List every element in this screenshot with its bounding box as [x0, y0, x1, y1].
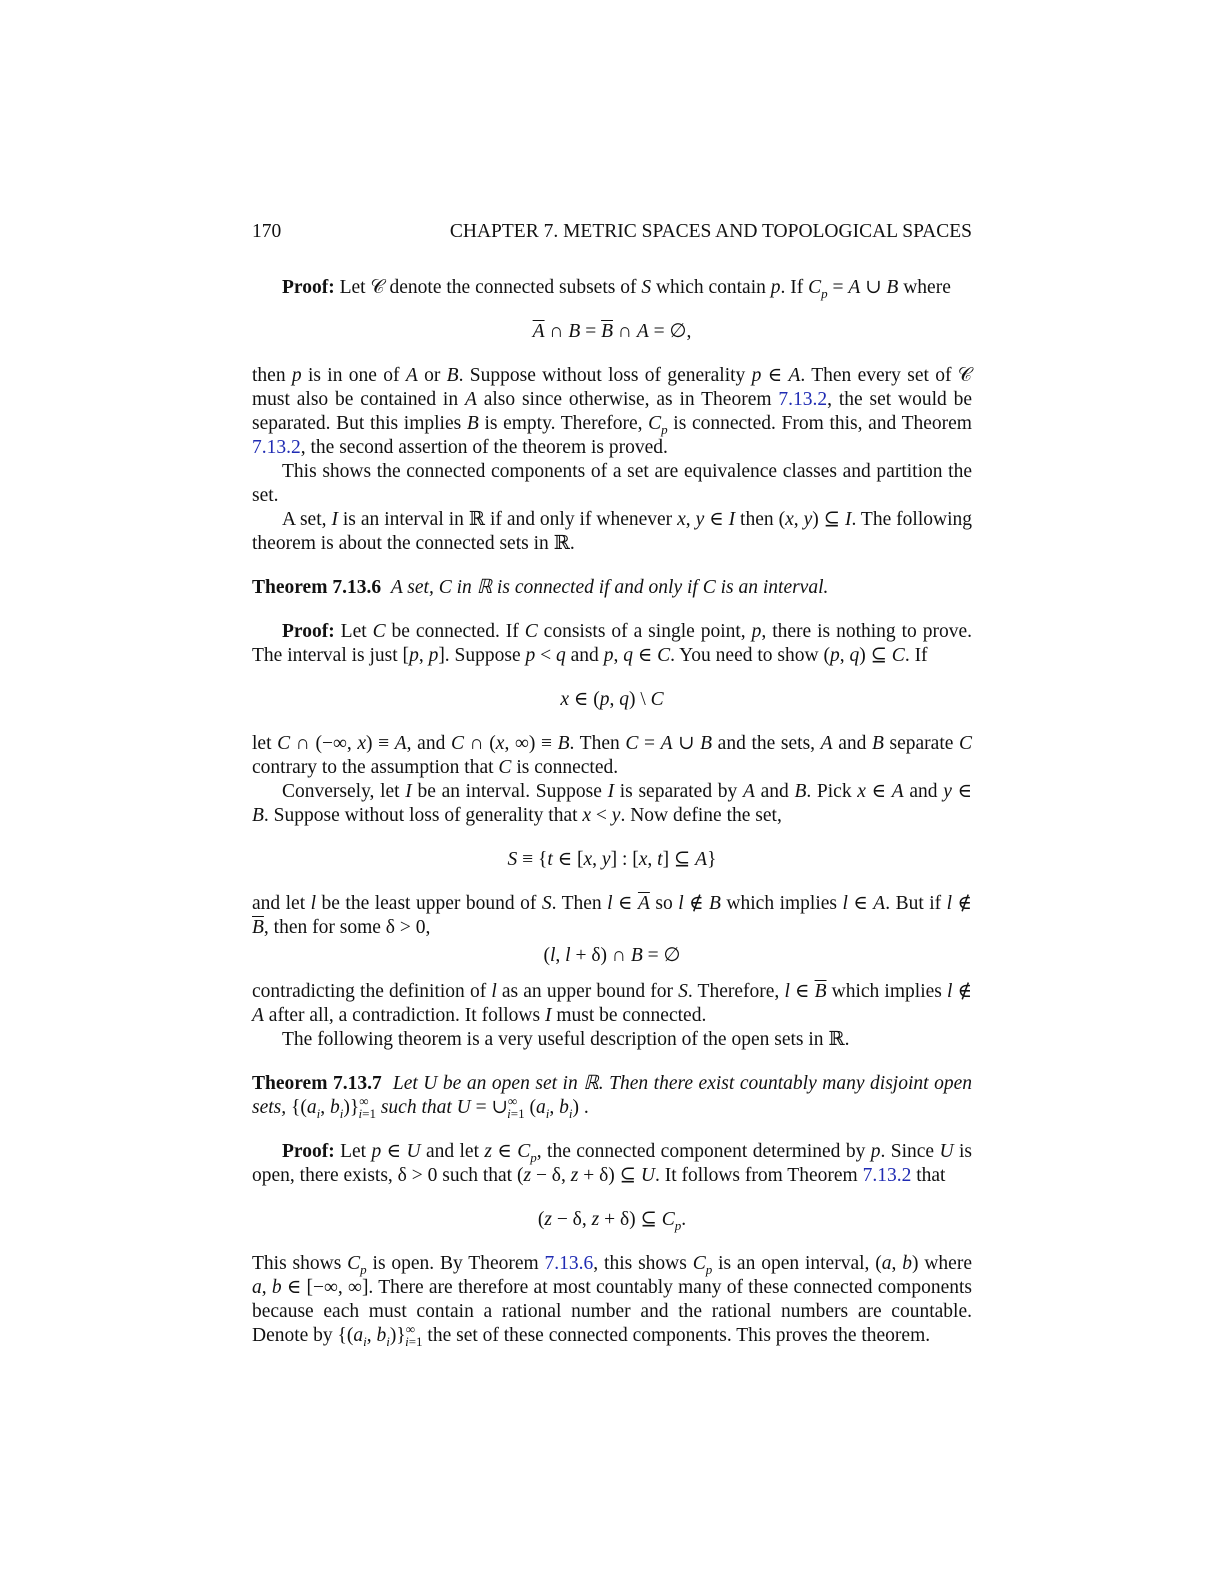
paragraph: and let l be the least upper bound of S. Then l ∈ $\overline{A}$ so l ∉ B which implies l ∈ A. But if l ∉ $\overline{B}$, then for some δ > 0,: [252, 893, 972, 938]
theorem-link[interactable]: 7.13.2: [778, 389, 828, 410]
paragraph: This shows the connected components of a set are equivalence classes and partition the set.: [252, 461, 972, 506]
theorem-link[interactable]: 7.13.2: [862, 1165, 912, 1186]
paragraph: Conversely, let I be an interval. Suppose I is separated by A and B. Pick x ∈ A and y ∈ B. Suppose without loss of generality that x < y. Now define the set,: [252, 781, 973, 826]
display-equation: (l, l + δ) ∩ B = ∅: [543, 945, 681, 966]
paragraph: let C ∩ (−∞, x) ≡ A, and C ∩ (x, ∞) ≡ B. Then C = A ∪ B and the sets, A and B separate C contrary to the assumption that C is connected.: [252, 733, 973, 778]
paragraph: A set, I is an interval in ℝ if and only if whenever x, y ∈ I then (x, y) ⊆ I. The following theorem is about the connected sets in ℝ.: [252, 509, 973, 554]
theorem-link[interactable]: 7.13.6: [544, 1253, 594, 1274]
chapter-title: CHAPTER 7. METRIC SPACES AND TOPOLOGICAL SPACES: [449, 221, 972, 242]
page-number: 170: [252, 221, 282, 242]
theorem-7-13-7: Theorem 7.13.7 Let U be an open set in ℝ. Then there exist countably many disjoint open sets, {($a_i$, $b_i)\}^\infty_{i=1}$ such that $U = \cup^\infty_{i=1}$ ($a_i$, $b_i$) .: [252, 1073, 972, 1121]
paragraph-proof-2: Proof: Let C be connected. If C consists of a single point, p, there is nothing to prove. The interval is just [p, p]. Suppose p < q and p, q ∈ C. You need to show (p, q) ⊆ C. If: [252, 621, 972, 666]
paragraph-proof-3: Proof: Let p ∈ U and let z ∈ $C_p$, the connected component determined by p. Since U is open, there exists, δ > 0 such that (z − δ, z + δ) ⊆ U. It follows from Theorem 7.13.2 that: [252, 1141, 972, 1186]
theorem-7-13-6: Theorem 7.13.6 A set, C in ℝ is connected if and only if C is an interval.: [252, 577, 829, 598]
display-equation: $\overline{A}$ ∩ $B = \overline{B}$ ∩ A = ∅,: [532, 321, 692, 342]
theorem-link[interactable]: 7.13.2: [252, 437, 301, 458]
paragraph: contradicting the definition of l as an upper bound for S. Therefore, l ∈ $\overline{B}$ which implies l ∉ A after all, a contradiction. It follows I must be connected.: [252, 981, 972, 1026]
display-equation: S ≡ {t ∈ [x, y] : [x, t] ⊆ A}: [507, 849, 717, 870]
paragraph: then p is in one of A or B. Suppose without loss of generality p ∈ A. Then every set of 𝒞 must also be contained in A also since otherwise, as in Theorem 7.13.2, the set would be separated. But this implies B is empty. Therefore, $C_p$ is connected. From this, and Theorem 7.13.2, the second assertion of the theorem is proved.: [252, 365, 973, 458]
display-equation: (z − δ, z + δ) ⊆ $C_p$.: [537, 1209, 687, 1233]
paragraph-proof-1: Proof: Let 𝒞 denote the connected subsets of S which contain p. If $C_p = A$ ∪ B where: [282, 277, 951, 301]
paragraph: This shows $C_p$ is open. By Theorem 7.13.6, this shows $C_p$ is an open interval, (a, b) where a, b ∈ [−∞, ∞]. There are therefore at most countably many of these connected components because each must contain a rational number and the rational numbers are countable. Denote by {($a_i$, $b_i)\}^\infty_{i=1}$ the set of these connected components. This proves the theorem.: [252, 1253, 972, 1349]
running-header: [252, 220, 972, 244]
display-equation: x ∈ (p, q) \ C: [560, 689, 664, 710]
paragraph: The following theorem is a very useful description of the open sets in ℝ.: [282, 1029, 850, 1050]
body-text: [252, 276, 972, 1348]
